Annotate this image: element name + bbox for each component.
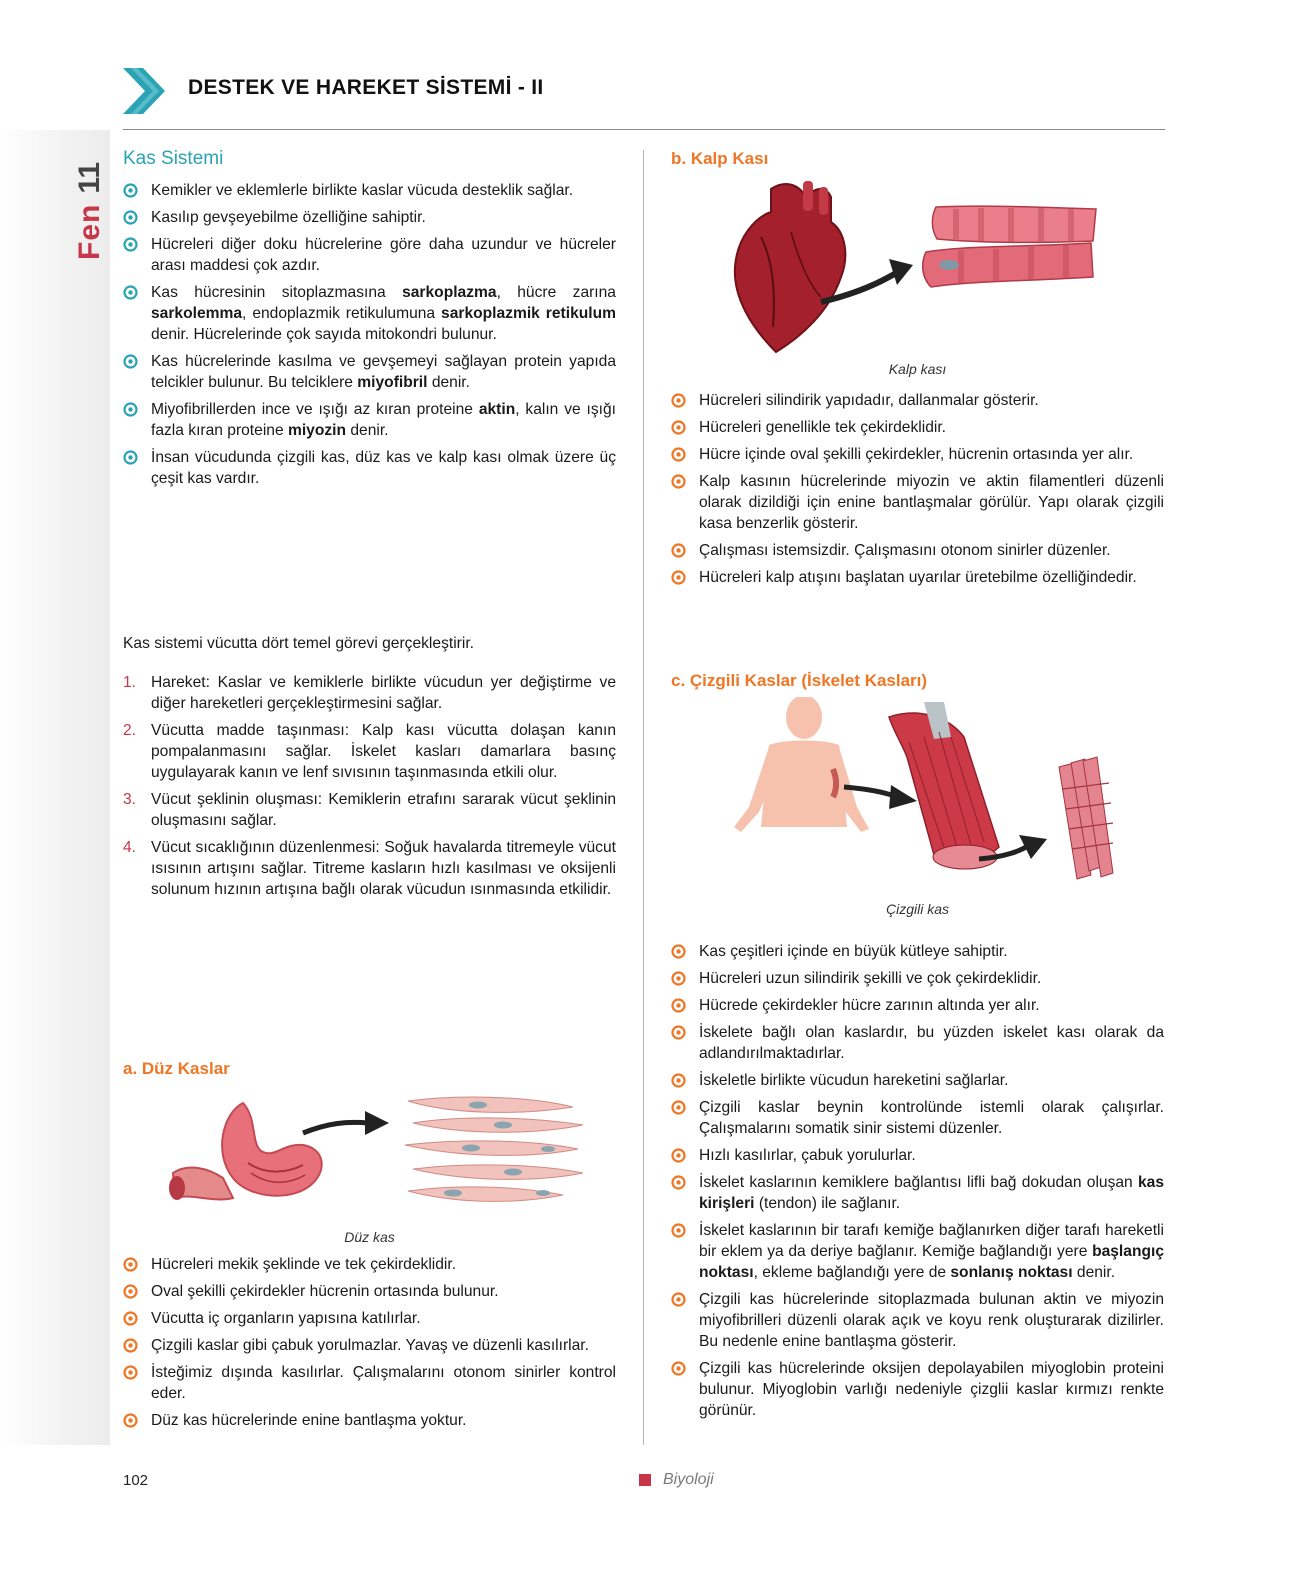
bullet-icon: [671, 570, 686, 585]
function-text: Vücut şeklinin oluşması: Kemiklerin etrafını sararak vücut şeklinin oluşmasını sağlar.: [151, 791, 616, 829]
list-item-text: (tendon) ile sağlanır.: [754, 1195, 901, 1212]
list-item-text: Çizgili kaslar gibi çabuk yorulmazlar. Yavaş ve düzenli kasılırlar.: [151, 1337, 589, 1354]
bullet-icon: [671, 1148, 686, 1163]
key-term: sonlanış noktası: [950, 1264, 1073, 1281]
list-item-text: denir.: [1072, 1264, 1116, 1281]
function-text: Vücut sıcaklığının düzenlenmesi: Soğuk havalarda titremeyle vücut ısısının artışını sağlar. Titreme kasların hızlı kasılması ve oksijenli solunum hızının artışına bağlı olarak vücudun ısınmasında etkilidir.: [151, 839, 616, 898]
smooth-muscle-illustration: [153, 1093, 583, 1221]
footer-marker: [639, 1474, 651, 1486]
footer-subject: Biyoloji: [663, 1471, 714, 1488]
list-item: [123, 1335, 616, 1356]
list-item: [123, 1410, 616, 1431]
bullet-icon: [123, 285, 138, 300]
key-term: miyofibril: [357, 374, 428, 391]
functions-intro: Kas sistemi vücutta dört temel görevi gerçekleştirir.: [123, 635, 474, 652]
list-item: [123, 1308, 616, 1329]
page-number: 102: [123, 1472, 149, 1489]
list-item: [671, 567, 1164, 588]
function-number: 4.: [123, 839, 137, 856]
bullet-icon: [671, 1361, 686, 1376]
list-item-text: Çizgili kas hücrelerinde oksijen depolayabilen miyoglobin proteini bulunur. Miyoglobin varlığı nedeniyle çizglii kaslar kırmızı renkte görünür.: [699, 1360, 1164, 1419]
bullet-icon: [671, 998, 686, 1013]
list-item-text: Hücreleri mekik şeklinde ve tek çekirdeklidir.: [151, 1256, 457, 1273]
list-item-text: Kemikler ve eklemlerle birlikte kaslar vücuda desteklik sağlar.: [151, 182, 574, 199]
bullet-icon: [671, 1223, 686, 1238]
list-item: [671, 941, 1164, 962]
bullet-icon: [123, 1413, 138, 1428]
function-number: 1.: [123, 674, 137, 691]
cardiac-muscle-caption: Kalp kası: [888, 361, 947, 377]
list-item-text: Kalp kasının hücrelerinde miyozin ve aktin filamentleri düzenli olarak dizildiği için enine bantlaşmalar görülür. Yapı olarak çizgili kasa benzerlik gösterir.: [699, 473, 1164, 532]
list-item-text: Düz kas hücrelerinde enine bantlaşma yoktur.: [151, 1412, 467, 1429]
function-number: 3.: [123, 791, 137, 808]
bullet-icon: [123, 1311, 138, 1326]
bullet-icon: [123, 183, 138, 198]
side-strip: [0, 130, 110, 1445]
bullet-icon: [123, 237, 138, 252]
bullet-icon: [123, 1338, 138, 1353]
function-item: [123, 837, 616, 900]
smooth-muscle-list: [123, 1254, 616, 1431]
key-term: sarkolemma: [151, 305, 243, 322]
smooth-muscle-caption: Düz kas: [344, 1229, 395, 1245]
list-item-text: , kalın ve ışığı fazla kıran proteine: [151, 401, 616, 439]
key-term: sarkoplazma: [402, 284, 497, 301]
list-item-text: Hızlı kasılırlar, çabuk yorulurlar.: [699, 1147, 916, 1164]
list-item-text: Hücreleri uzun silindirik şekilli ve çok çekirdeklidir.: [699, 970, 1042, 987]
list-item-text: Kasılıp gevşeyebilme özelliğine sahiptir.: [151, 209, 426, 226]
list-item: [123, 207, 616, 228]
list-item-text: Kas hücresinin sitoplazmasına: [151, 284, 403, 301]
grade-prefix: Fen: [73, 203, 106, 260]
list-item: [123, 447, 616, 489]
list-item: [123, 234, 616, 276]
list-item-text: Hücrede çekirdekler hücre zarının altında yer alır.: [699, 997, 1040, 1014]
list-item: [671, 1022, 1164, 1064]
list-item-text: , hücre zarına: [496, 284, 616, 301]
list-item-text: İsteğimiz dışında kasılırlar. Çalışmalarını otonom sinirler kontrol eder.: [151, 1364, 616, 1402]
bullet-icon: [671, 1073, 686, 1088]
key-term: miyozin: [287, 422, 347, 439]
kas-sistemi-list: [123, 180, 616, 489]
list-item-text: denir.: [427, 374, 470, 391]
bullet-icon: [123, 402, 138, 417]
list-item: [671, 540, 1164, 561]
list-item-text: Çizgili kas hücrelerinde sitoplazmada bulunan aktin ve miyozin miyofibrilleri düzenli olarak açık ve koyu renk oluşturarak dizilirler. Bu nedenle enine bantlaşma gösterir.: [699, 1291, 1164, 1350]
list-item: [123, 399, 616, 441]
list-item: [671, 417, 1164, 438]
list-item: [671, 1289, 1164, 1352]
skeletal-muscle-caption: Çizgili kas: [885, 901, 949, 917]
list-item-text: Hücreleri silindirik yapıdadır, dallanmalar gösterir.: [699, 392, 1039, 409]
list-item-text: Hücre içinde oval şekilli çekirdekler, hücrenin ortasında yer alır.: [699, 446, 1134, 463]
bullet-icon: [671, 1100, 686, 1115]
list-item: [671, 1358, 1164, 1421]
list-item: [671, 1172, 1164, 1214]
list-item-text: Çizgili kaslar beynin kontrolünde istemli olarak çalışırlar. Çalışmalarını somatik sinir sistemi düzenler.: [699, 1099, 1164, 1137]
cardiac-muscle-illustration: [731, 177, 1111, 355]
bullet-icon: [671, 543, 686, 558]
function-item: [123, 720, 616, 783]
chapter-chevron-icon: [123, 68, 165, 114]
list-item: [671, 471, 1164, 534]
bullet-icon: [123, 354, 138, 369]
list-item-text: Hücreleri diğer doku hücrelerine göre daha uzundur ve hücreler arası maddesi çok azdır.: [151, 236, 616, 274]
list-item: [123, 1362, 616, 1404]
list-item: [123, 1254, 616, 1275]
list-item-text: Vücutta iç organların yapısına katılırlar.: [151, 1310, 421, 1327]
list-item-text: İskelet kaslarının bir tarafı kemiğe bağlanırken diğer tarafı hareketli bir eklem ya da deriye bağlanır. Kemiğe bağlandığı yere: [699, 1222, 1164, 1260]
function-text: Vücutta madde taşınması: Kalp kası vücutta dolaşan kanın pompalanmasını sağlar. İskelet kasları damarlara basınç uygulayarak kanın ve lenf sıvısının taşınmasında etkili olur.: [151, 722, 616, 781]
list-item-text: Miyofibrillerden ince ve ışığı az kıran proteine: [151, 401, 479, 418]
key-term: kas kirişleri: [699, 1174, 1164, 1212]
functions-block: [123, 633, 616, 906]
list-item-text: İskelete bağlı olan kaslardır, bu yüzden iskelet kası olarak da adlandırılmaktadırlar.: [699, 1024, 1164, 1062]
list-item-text: İnsan vücudunda çizgili kas, düz kas ve kalp kası olmak üzere üç çeşit kas vardır.: [151, 449, 616, 487]
list-item-text: İskeletle birlikte vücudun hareketini sağlarlar.: [699, 1072, 1009, 1089]
left-top-block: [123, 148, 616, 495]
bullet-icon: [671, 1025, 686, 1040]
bullet-icon: [671, 1175, 686, 1190]
list-item-text: Hücreleri kalp atışını başlatan uyarılar üretebilme özelliğindedir.: [699, 569, 1137, 586]
list-item-text: Oval şekilli çekirdekler hücrenin ortasında bulunur.: [151, 1283, 499, 1300]
column-divider: [643, 150, 644, 1445]
list-item: [123, 282, 616, 345]
skeletal-muscle-block: [671, 670, 1164, 1427]
smooth-muscle-title: a. Düz Kaslar: [123, 1059, 230, 1078]
list-item-text: denir.: [346, 422, 389, 439]
list-item-text: Hücreleri genellikle tek çekirdeklidir.: [699, 419, 947, 436]
bullet-icon: [123, 1365, 138, 1380]
skeletal-muscle-illustration: [729, 697, 1119, 887]
list-item-text: İskelet kaslarının kemiklere bağlantısı lifli bağ dokudan oluşan: [699, 1174, 1138, 1191]
grade-number: 11: [73, 161, 106, 194]
list-item-text: Kas çeşitleri içinde en büyük kütleye sahiptir.: [699, 943, 1008, 960]
bullet-icon: [671, 474, 686, 489]
skeletal-muscle-list: [671, 941, 1164, 1421]
cardiac-muscle-title: b. Kalp Kası: [671, 149, 769, 168]
bullet-icon: [123, 1284, 138, 1299]
bullet-icon: [671, 447, 686, 462]
smooth-muscle-block: [123, 1058, 616, 1437]
functions-list: [123, 672, 616, 900]
bullet-icon: [123, 450, 138, 465]
skeletal-muscle-title: c. Çizgili Kaslar (İskelet Kasları): [671, 671, 928, 690]
chapter-title: DESTEK VE HAREKET SİSTEMİ - II: [188, 76, 544, 99]
list-item: [671, 1070, 1164, 1091]
grade-label: [70, 150, 110, 260]
key-term: sarkoplazmik retikulum: [441, 305, 616, 322]
bullet-icon: [123, 1257, 138, 1272]
list-item: [123, 180, 616, 201]
cardiac-muscle-list: [671, 390, 1164, 588]
key-term: aktin: [478, 401, 516, 418]
list-item: [671, 1220, 1164, 1283]
function-item: [123, 789, 616, 831]
key-term: başlangıç noktası: [699, 1243, 1164, 1281]
section-title: Kas Sistemi: [123, 148, 224, 169]
list-item: [123, 351, 616, 393]
list-item-text: Çalışması istemsizdir. Çalışmasını otonom sinirler düzenler.: [699, 542, 1111, 559]
list-item-text: Kas hücrelerinde kasılma ve gevşemeyi sağlayan protein yapıda telcikler bulunur. Bu telciklere: [151, 353, 616, 391]
list-item-text: denir. Hücrelerinde çok sayıda mitokondri bulunur.: [151, 326, 497, 343]
list-item: [671, 444, 1164, 465]
list-item: [671, 390, 1164, 411]
bullet-icon: [671, 944, 686, 959]
cardiac-muscle-block: [671, 148, 1164, 594]
list-item-text: , endoplazmik retikulumuna: [242, 305, 442, 322]
bullet-icon: [123, 210, 138, 225]
list-item: [671, 1145, 1164, 1166]
header-divider: [123, 129, 1165, 130]
list-item: [123, 1281, 616, 1302]
function-item: [123, 672, 616, 714]
list-item-text: , ekleme bağlandığı yere de: [753, 1264, 951, 1281]
bullet-icon: [671, 420, 686, 435]
list-item: [671, 1097, 1164, 1139]
list-item: [671, 968, 1164, 989]
bullet-icon: [671, 393, 686, 408]
bullet-icon: [671, 1292, 686, 1307]
bullet-icon: [671, 971, 686, 986]
function-text: Hareket: Kaslar ve kemiklerle birlikte vücudun yer değiştirme ve diğer hareketleri gerçekleştirmesini sağlar.: [151, 674, 616, 712]
list-item: [671, 995, 1164, 1016]
function-number: 2.: [123, 722, 137, 739]
